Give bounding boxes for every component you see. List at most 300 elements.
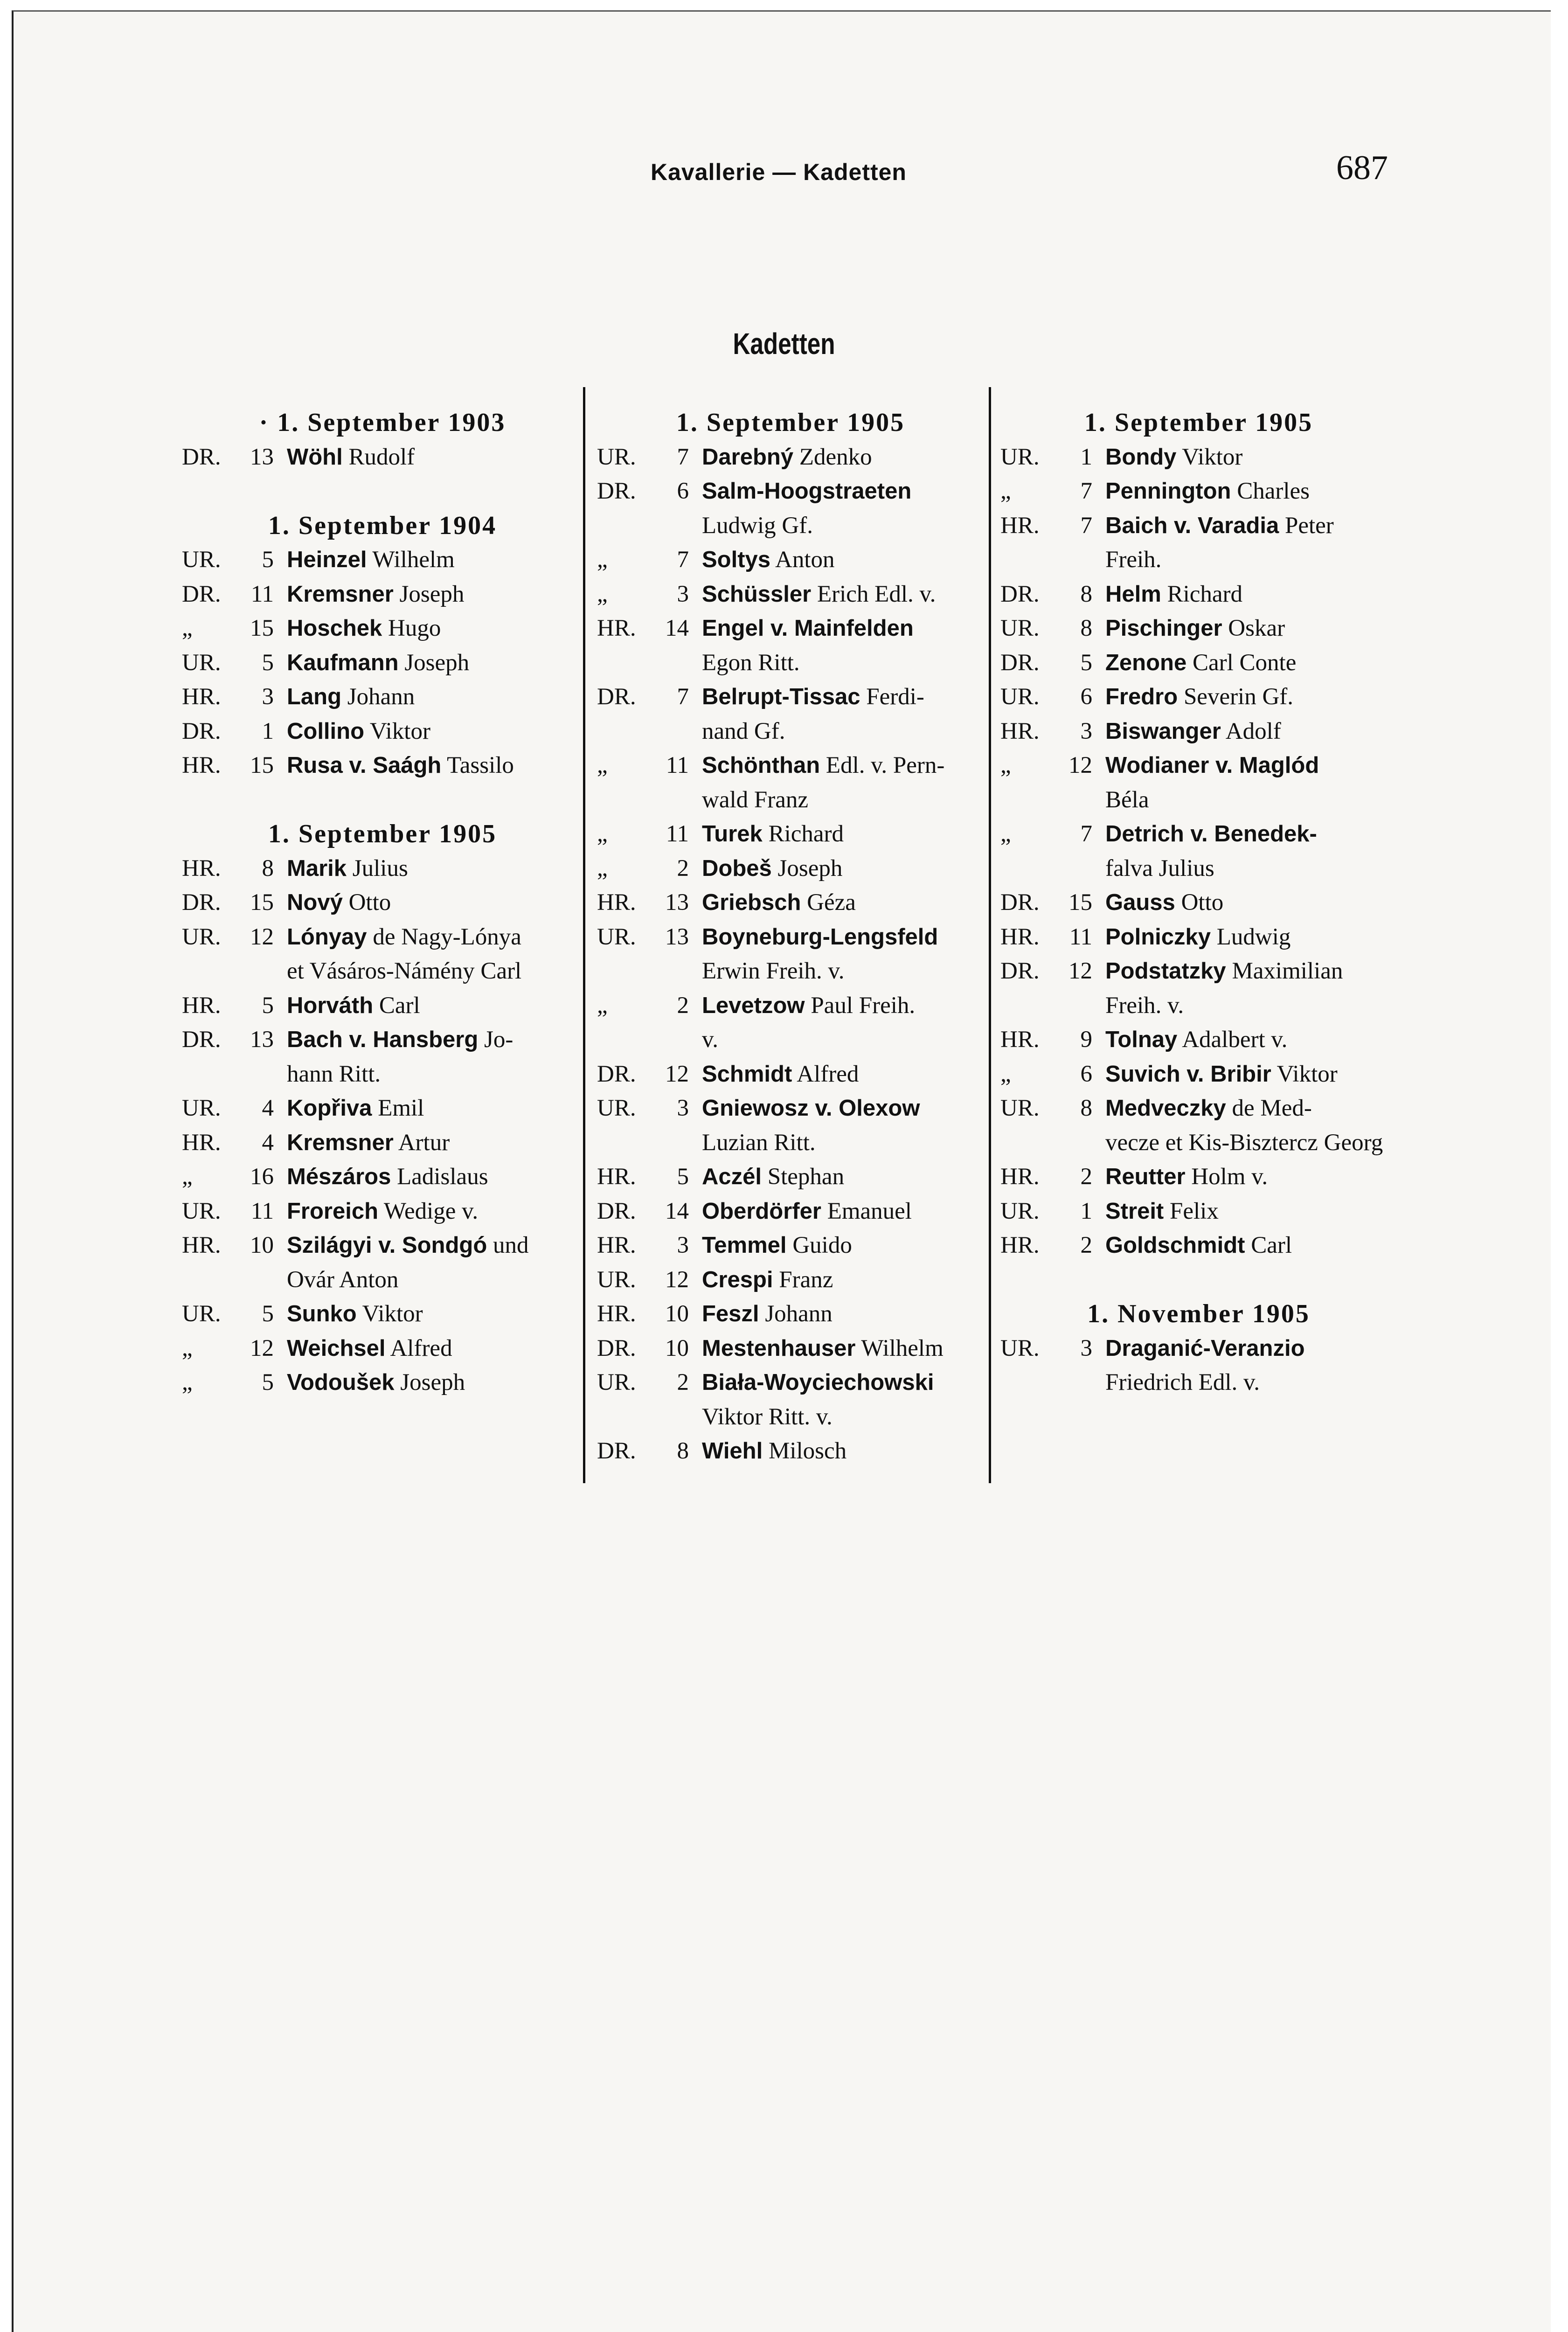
cadet-entry (182, 1228, 583, 1263)
cadet-name (287, 1194, 583, 1229)
surname: Polniczky (1105, 924, 1211, 950)
given-name: Jo- (478, 1027, 513, 1053)
group-spacer (182, 783, 583, 818)
regiment-type: HR. (597, 1164, 636, 1190)
cadet-entry (182, 1194, 583, 1229)
regiment-type: „ (182, 1335, 193, 1361)
given-name: Alfred (792, 1061, 859, 1087)
surname: Belrupt-Tissac (702, 684, 860, 709)
regiment-type: UR. (182, 1198, 221, 1224)
cadet-entry (597, 1228, 984, 1263)
regiment-number: 15 (250, 889, 274, 916)
regiment-type: DR. (1000, 889, 1040, 916)
given-name: Wedige v. (378, 1198, 479, 1224)
regiment-number: 13 (250, 1027, 274, 1053)
surname: Turek (702, 821, 763, 847)
regiment-type: DR. (182, 889, 221, 916)
cadet-entry (597, 1332, 984, 1366)
cadet-name (702, 1366, 984, 1400)
cadet-entry (597, 1434, 984, 1469)
regiment-number: 11 (1069, 923, 1092, 950)
regiment-type: UR. (182, 1095, 221, 1121)
regiment-number: 8 (677, 1438, 689, 1464)
cadet-entry (597, 1263, 984, 1298)
cadet-entry (597, 1297, 984, 1332)
given-name: Wilhelm (367, 547, 455, 573)
cadet-name (287, 886, 583, 920)
cadet-name (702, 1228, 984, 1263)
cadet-name (1105, 646, 1397, 680)
surname: Gauss (1105, 890, 1175, 915)
cadet-entry (597, 1366, 984, 1400)
regiment-type: UR. (597, 1095, 636, 1121)
surname: Kremsner (287, 581, 394, 607)
column-middle (597, 406, 984, 1469)
cadet-entry (1000, 646, 1397, 680)
regiment-number: 1 (262, 718, 274, 744)
surname: Sunko (287, 1301, 357, 1326)
cadet-entry (597, 852, 984, 886)
regiment-number: 3 (677, 581, 689, 607)
surname: Wöhl (287, 444, 343, 470)
given-name: Anton (770, 547, 835, 573)
cadet-name (1105, 1160, 1397, 1194)
surname: Weichsel (287, 1335, 386, 1361)
regiment-number: 14 (665, 615, 689, 641)
cadet-name-continuation: nand Gf. (702, 718, 785, 744)
cadet-name (287, 1332, 583, 1366)
surname: Bondy (1105, 444, 1177, 470)
cadet-name (287, 1023, 583, 1057)
cadet-name-continuation: wald Franz (702, 786, 809, 813)
surname: Hoschek (287, 616, 382, 641)
cadet-entry (182, 543, 583, 577)
cadet-name (702, 1160, 984, 1194)
surname: Schönthan (702, 753, 820, 778)
given-name: Holm v. (1185, 1164, 1268, 1190)
regiment-type: UR. (1000, 444, 1040, 470)
running-title: Kavallerie — Kadetten (651, 159, 907, 185)
given-name: Adolf (1221, 718, 1281, 744)
cadet-name (1105, 440, 1397, 475)
regiment-number: 15 (250, 615, 274, 641)
regiment-type: HR. (597, 889, 636, 916)
date-heading: 1. September 1904 (268, 511, 497, 540)
cadet-entry (1000, 1194, 1397, 1229)
given-name: Felix (1164, 1198, 1219, 1224)
cadet-name (1105, 920, 1397, 955)
cadet-name (287, 440, 583, 475)
cadet-entry (1000, 1160, 1397, 1194)
given-name: Milosch (763, 1438, 847, 1464)
given-name: Paul Freih. (805, 992, 916, 1019)
surname: Feszl (702, 1301, 759, 1326)
regiment-type: HR. (597, 615, 636, 641)
regiment-number: 15 (250, 752, 274, 778)
regiment-number: 2 (677, 855, 689, 881)
cadet-name (1105, 509, 1397, 543)
surname: Zenone (1105, 650, 1187, 675)
regiment-number: 3 (262, 684, 274, 710)
cadet-entry (597, 1194, 984, 1229)
regiment-type: UR. (597, 444, 636, 470)
surname: Baich v. Varadia (1105, 513, 1279, 538)
given-name: Viktor (364, 718, 430, 744)
cadet-name (287, 1366, 583, 1400)
given-name: Wilhelm (855, 1335, 944, 1361)
regiment-type: HR. (1000, 512, 1040, 539)
surname: Mestenhauser (702, 1335, 856, 1361)
regiment-number: 1 (1080, 1198, 1092, 1224)
cadet-name-continuation: Freih. v. (1105, 992, 1184, 1019)
regiment-type: DR. (182, 1027, 221, 1053)
regiment-type: „ (597, 752, 608, 778)
cadet-name-continuation: et Vásáros-Námény Carl (287, 958, 522, 984)
regiment-type: „ (182, 1369, 193, 1395)
given-name: Joseph (393, 581, 465, 607)
cadet-name (287, 715, 583, 749)
column-divider (583, 387, 585, 1483)
surname: Vodoušek (287, 1370, 395, 1395)
cadet-name (702, 749, 984, 783)
regiment-number: 8 (1080, 615, 1092, 641)
regiment-number: 15 (1068, 889, 1092, 916)
section-title: Kadetten (733, 327, 835, 361)
cadet-entry (597, 680, 984, 715)
regiment-type: HR. (1000, 1027, 1040, 1053)
cadet-entry (182, 1332, 583, 1366)
given-name: Hugo (382, 615, 441, 641)
regiment-number: 5 (262, 1301, 274, 1327)
cadet-entry (597, 1057, 984, 1092)
surname: Szilágyi v. Sondgó (287, 1233, 487, 1258)
cadet-name-continuation: Freih. (1105, 547, 1162, 573)
regiment-type: „ (597, 581, 608, 607)
regiment-type: DR. (1000, 581, 1040, 607)
cadet-name (287, 646, 583, 680)
group-spacer (182, 474, 583, 509)
regiment-type: HR. (182, 1232, 221, 1258)
regiment-type: UR. (182, 649, 221, 676)
regiment-type: UR. (1000, 1095, 1040, 1121)
regiment-number: 12 (1068, 752, 1092, 778)
cadet-name (287, 749, 583, 783)
cadet-entry (182, 749, 583, 783)
surname: Darebný (702, 444, 794, 470)
surname: Soltys (702, 547, 771, 572)
given-name: Géza (801, 889, 856, 916)
cadet-name (1105, 474, 1397, 509)
given-name: Joseph (771, 855, 843, 881)
regiment-type: „ (182, 1164, 193, 1190)
cadet-name (1105, 749, 1397, 783)
cadet-entry (182, 920, 583, 955)
cadet-name (287, 852, 583, 886)
regiment-number: 11 (250, 581, 274, 607)
regiment-number: 11 (250, 1198, 274, 1224)
regiment-number: 7 (677, 444, 689, 470)
surname: Biswanger (1105, 718, 1221, 744)
regiment-type: DR. (182, 444, 221, 470)
regiment-type: HR. (182, 1129, 221, 1156)
regiment-number: 7 (1080, 478, 1092, 504)
cadet-name (1105, 817, 1397, 852)
surname: Suvich v. Bribir (1105, 1061, 1271, 1087)
surname: Froreich (287, 1198, 379, 1224)
cadet-entry (182, 1366, 583, 1400)
surname: Biała-Woyciechowski (702, 1370, 934, 1395)
cadet-name (287, 1126, 583, 1160)
cadet-name (1105, 954, 1397, 989)
regiment-type: HR. (182, 752, 221, 778)
surname: Wiehl (702, 1438, 763, 1464)
column-left (182, 406, 583, 1400)
cadet-name (702, 852, 984, 886)
given-name: Severin Gf. (1178, 684, 1294, 710)
cadet-name (1105, 1228, 1397, 1263)
cadet-name (702, 474, 984, 509)
surname: Goldschmidt (1105, 1233, 1245, 1258)
surname: Kaufmann (287, 650, 399, 675)
regiment-number: 6 (1080, 1061, 1092, 1087)
regiment-number: 7 (1080, 821, 1092, 847)
cadet-name (702, 611, 984, 646)
surname: Tolnay (1105, 1027, 1178, 1052)
cadet-name (702, 680, 984, 715)
surname: Lónyay (287, 924, 367, 950)
cadet-name (287, 1297, 583, 1332)
surname: Lang (287, 684, 342, 709)
cadet-entry (182, 440, 583, 475)
cadet-entry (182, 1091, 583, 1126)
surname: Pischinger (1105, 616, 1222, 641)
regiment-type: HR. (1000, 718, 1040, 744)
cadet-name (287, 680, 583, 715)
cadet-name-continuation: Ovár Anton (287, 1266, 399, 1293)
date-heading: 1. November 1905 (1087, 1299, 1310, 1328)
cadet-entry (597, 989, 984, 1023)
regiment-number: 13 (250, 444, 274, 470)
regiment-type: HR. (1000, 923, 1040, 950)
regiment-number: 7 (677, 684, 689, 710)
regiment-type: HR. (597, 1301, 636, 1327)
given-name: Otto (342, 889, 391, 916)
cadet-entry (182, 886, 583, 920)
surname: Horváth (287, 992, 374, 1018)
cadet-entry (1000, 509, 1397, 543)
cadet-name (1105, 886, 1397, 920)
group-spacer (1000, 1263, 1397, 1298)
surname: Bach v. Hansberg (287, 1027, 479, 1052)
regiment-type: „ (1000, 821, 1011, 847)
regiment-type: UR. (1000, 684, 1040, 710)
surname: Crespi (702, 1267, 773, 1292)
cadet-name-continuation: vecze et Kis-Bisztercz Georg (1105, 1129, 1383, 1156)
cadet-entry (597, 474, 984, 509)
regiment-type: „ (597, 992, 608, 1019)
given-name: Joseph (398, 649, 470, 676)
surname: Heinzel (287, 547, 367, 572)
surname: Temmel (702, 1233, 787, 1258)
surname: Oberdörfer (702, 1198, 821, 1224)
regiment-number: 12 (665, 1266, 689, 1293)
given-name: Tassilo (441, 752, 514, 778)
given-name: Stephan (762, 1164, 845, 1190)
regiment-type: UR. (1000, 1335, 1040, 1361)
regiment-number: 12 (250, 1335, 274, 1361)
regiment-type: DR. (597, 1198, 636, 1224)
cadet-entry (1000, 1091, 1397, 1126)
cadet-name (287, 1091, 583, 1126)
given-name: Johann (759, 1301, 833, 1327)
cadet-entry (182, 611, 583, 646)
given-name: Viktor (1271, 1061, 1338, 1087)
cadet-entry (182, 852, 583, 886)
regiment-type: „ (1000, 752, 1011, 778)
regiment-type: UR. (597, 1266, 636, 1293)
cadet-name (1105, 1057, 1397, 1092)
cadet-entry (597, 817, 984, 852)
surname: Detrich v. Benedek- (1105, 821, 1317, 847)
cadet-name (287, 1160, 583, 1194)
given-name: Joseph (394, 1369, 465, 1395)
given-name: Peter (1279, 512, 1334, 539)
surname: Fredro (1105, 684, 1178, 709)
regiment-type: UR. (597, 923, 636, 950)
regiment-type: DR. (1000, 958, 1040, 984)
cadet-entry (1000, 1057, 1397, 1092)
cadet-name (702, 1434, 984, 1469)
cadet-name (287, 577, 583, 612)
given-name: Artur (393, 1129, 450, 1156)
regiment-number: 5 (262, 547, 274, 573)
date-heading: · 1. September 1903 (259, 408, 506, 437)
cadet-entry (182, 1160, 583, 1194)
surname: Streit (1105, 1198, 1164, 1224)
regiment-number: 4 (262, 1095, 274, 1121)
regiment-number: 11 (666, 752, 689, 778)
surname: Schüssler (702, 581, 812, 607)
surname: Kremsner (287, 1130, 394, 1155)
cadet-name-continuation: Viktor Ritt. v. (702, 1403, 833, 1430)
cadet-entry (182, 1023, 583, 1057)
surname: Salm-Hoogstraeten (702, 479, 912, 504)
regiment-number: 7 (677, 547, 689, 573)
regiment-number: 3 (677, 1095, 689, 1121)
given-name: Edl. v. Pern- (820, 752, 945, 778)
cadet-name-continuation: v. (702, 1027, 718, 1053)
cadet-entry (1000, 611, 1397, 646)
regiment-number: 4 (262, 1129, 274, 1156)
cadet-entry (1000, 1023, 1397, 1057)
cadet-entry (597, 440, 984, 475)
regiment-number: 5 (262, 649, 274, 676)
given-name: Carl Conte (1186, 649, 1297, 676)
cadet-name-continuation: Friedrich Edl. v. (1105, 1369, 1260, 1395)
surname: Schmidt (702, 1061, 792, 1087)
regiment-number: 8 (1080, 1095, 1092, 1121)
regiment-number: 6 (677, 478, 689, 504)
regiment-type: HR. (182, 855, 221, 881)
given-name: Ferdi- (860, 684, 924, 710)
regiment-number: 12 (665, 1061, 689, 1087)
cadet-entry (1000, 817, 1397, 852)
cadet-name (702, 817, 984, 852)
regiment-type: „ (597, 855, 608, 881)
cadet-entry (597, 611, 984, 646)
given-name: Adalbert v. (1177, 1027, 1288, 1053)
regiment-number: 2 (677, 1369, 689, 1395)
regiment-type: UR. (597, 1369, 636, 1395)
cadet-entry (1000, 954, 1397, 989)
cadet-entry (1000, 474, 1397, 509)
given-name: Viktor (356, 1301, 423, 1327)
cadet-name (702, 440, 984, 475)
given-name: Zdenko (793, 444, 872, 470)
cadet-name-continuation: Ludwig Gf. (702, 512, 813, 539)
regiment-type: „ (597, 547, 608, 573)
cadet-entry (597, 1160, 984, 1194)
cadet-name (287, 1228, 583, 1263)
regiment-number: 10 (665, 1301, 689, 1327)
regiment-type: DR. (182, 581, 221, 607)
regiment-type: HR. (1000, 1232, 1040, 1258)
regiment-type: DR. (597, 684, 636, 710)
given-name: Ludwig (1211, 923, 1291, 950)
regiment-number: 5 (1080, 649, 1092, 676)
regiment-type: DR. (1000, 649, 1040, 676)
surname: Gniewosz v. Olexow (702, 1096, 920, 1121)
regiment-type: DR. (597, 478, 636, 504)
cadet-entry (597, 749, 984, 783)
cadet-name (702, 1297, 984, 1332)
cadet-name-continuation: Erwin Freih. v. (702, 958, 845, 984)
regiment-number: 5 (677, 1164, 689, 1190)
cadet-name-continuation: Egon Ritt. (702, 649, 800, 676)
surname: Pennington (1105, 479, 1231, 504)
regiment-number: 5 (262, 1369, 274, 1395)
regiment-type: DR. (597, 1061, 636, 1087)
regiment-number: 11 (666, 821, 689, 847)
regiment-number: 5 (262, 992, 274, 1019)
page-number: 687 (1336, 149, 1388, 187)
cadet-name (1105, 680, 1397, 715)
given-name: Carl (373, 992, 420, 1019)
cadet-entry (597, 543, 984, 577)
cadet-name (702, 920, 984, 955)
cadet-name (287, 920, 583, 955)
regiment-number: 10 (665, 1335, 689, 1361)
cadet-name (1105, 1091, 1397, 1126)
surname: Boyneburg-Lengsfeld (702, 924, 938, 950)
given-name: Alfred (385, 1335, 452, 1361)
regiment-number: 2 (1080, 1164, 1092, 1190)
cadet-name (702, 1263, 984, 1298)
cadet-name (1105, 1194, 1397, 1229)
cadet-name-continuation: Béla (1105, 786, 1149, 813)
given-name: Viktor (1176, 444, 1243, 470)
regiment-type: UR. (182, 1301, 221, 1327)
given-name: Carl (1245, 1232, 1292, 1258)
given-name: Charles (1231, 478, 1310, 504)
cadet-entry (597, 1091, 984, 1126)
cadet-name (702, 886, 984, 920)
regiment-type: „ (1000, 1061, 1011, 1087)
surname: Mészáros (287, 1164, 391, 1189)
cadet-name (287, 989, 583, 1023)
cadet-name (702, 1091, 984, 1126)
surname: Dobeš (702, 855, 772, 881)
